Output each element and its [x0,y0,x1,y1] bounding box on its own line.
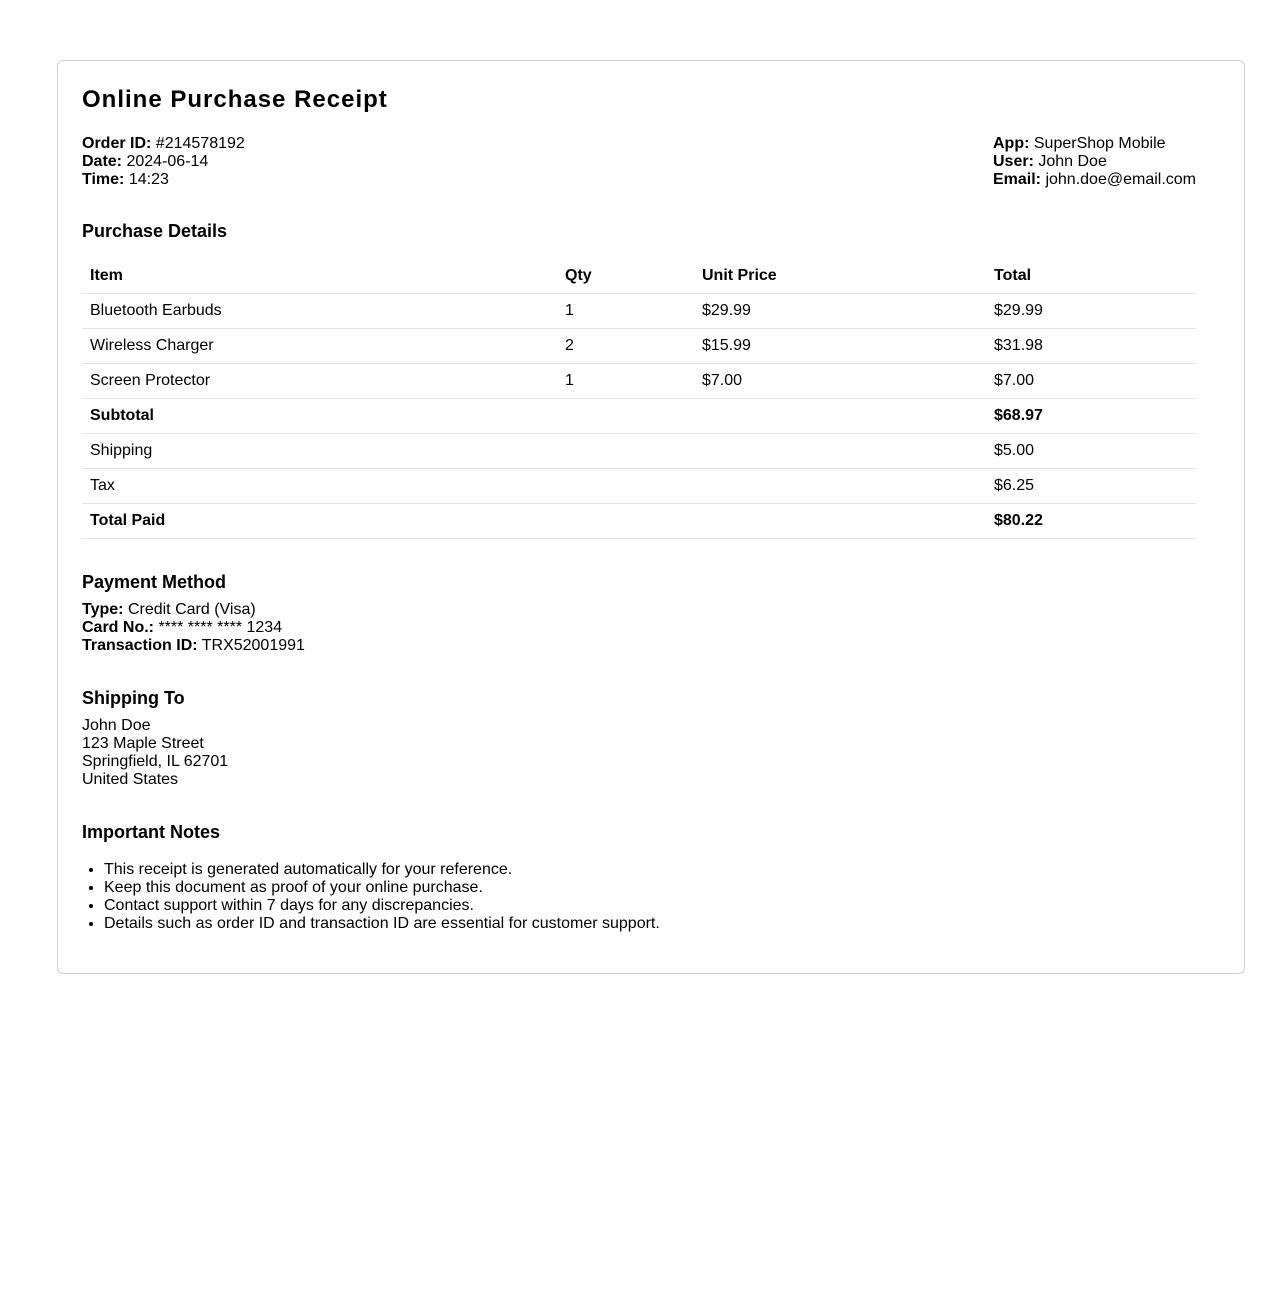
receipt-content [82,85,1196,933]
date-value: 2024-06-14 [126,153,209,170]
payment-method-heading: Payment Method [82,572,227,592]
column-header-total: Total [986,258,1196,294]
total-paid-value: $80.22 [986,504,1196,539]
transaction-id-line [82,637,1196,655]
app-value: SuperShop Mobile [1033,135,1166,152]
payment-type-line [82,601,1196,619]
shipping-value: $5.00 [986,434,1196,469]
item-unit-price: $7.00 [694,364,986,399]
list-item: • Details such as order ID and transaction ID are essential for customer support. [104,915,1196,933]
card-number-line [82,619,1196,637]
address-line: 123 Maple Street [82,735,204,752]
order-id-value: #214578192 [155,135,245,152]
subtotal-row [82,399,1196,434]
user-line [993,153,1196,171]
shipping-to-section [82,687,1196,789]
important-notes-heading: Important Notes [82,822,221,842]
shipping-to-heading: Shipping To [82,688,185,708]
table-row [82,329,1196,364]
purchase-table [82,258,1196,539]
tax-row [82,469,1196,504]
item-name: Screen Protector [82,364,557,399]
payment-type-value: Credit Card (Visa) [127,601,256,618]
column-header-unit-price: Unit Price [694,258,986,294]
tax-label: Tax [82,469,986,504]
transaction-id-value: TRX52001991 [201,637,305,654]
item-qty: 1 [557,294,694,329]
time-line [82,171,245,189]
item-total: $7.00 [986,364,1196,399]
payment-type-label: Type: [82,601,124,618]
subtotal-value: $68.97 [986,399,1196,434]
tax-value: $6.25 [986,469,1196,504]
item-qty: 1 [557,364,694,399]
item-name: Wireless Charger [82,329,557,364]
payment-details [82,601,1196,655]
address-line: Springfield, IL 62701 [82,753,229,770]
notes-list [82,861,1196,933]
purchase-details-heading: Purchase Details [82,221,228,241]
time-label: Time: [82,171,125,188]
list-item: • This receipt is generated automatically for your reference. [104,861,1196,879]
purchase-details-section [82,220,1196,539]
page-title: Online Purchase Receipt [82,86,388,113]
column-header-qty: Qty [557,258,694,294]
order-id-line [82,135,245,153]
item-unit-price: $29.99 [694,294,986,329]
user-label: User: [992,153,1034,170]
table-row [82,364,1196,399]
user-value: John Doe [1038,153,1107,170]
shipping-address [82,717,1196,789]
subtotal-label: Subtotal [82,399,986,434]
item-qty: 2 [557,329,694,364]
order-id-label: Order ID: [82,135,152,152]
list-item: • Contact support within 7 days for any discrepancies. [104,897,1196,915]
email-label: Email: [992,171,1041,188]
card-number-value: **** **** **** 1234 [158,619,283,636]
total-paid-label: Total Paid [82,504,986,539]
card-number-label: Card No.: [82,619,154,636]
transaction-id-label: Transaction ID: [82,637,198,654]
payment-method-section [82,571,1196,655]
table-row [82,294,1196,329]
item-unit-price: $15.99 [694,329,986,364]
column-header-item: Item [82,258,557,294]
date-label: Date: [82,153,123,170]
email-line [993,171,1196,189]
app-label: App: [992,135,1030,152]
receipt-card [57,60,1245,974]
app-line [993,135,1196,153]
receipt-meta [82,135,1196,189]
shipping-label: Shipping [82,434,986,469]
date-line [82,153,245,171]
email-value: john.doe@email.com [1045,171,1196,188]
shipping-row [82,434,1196,469]
address-line: United States [82,771,179,788]
item-total: $31.98 [986,329,1196,364]
table-header-row [82,258,1196,294]
order-info [82,135,245,189]
important-notes-section [82,821,1196,933]
account-info [993,135,1196,189]
list-item: • Keep this document as proof of your online purchase. [104,879,1196,897]
time-value: 14:23 [128,171,169,188]
item-total: $29.99 [986,294,1196,329]
item-name: Bluetooth Earbuds [82,294,557,329]
address-line: John Doe [82,717,151,734]
total-paid-row [82,504,1196,539]
